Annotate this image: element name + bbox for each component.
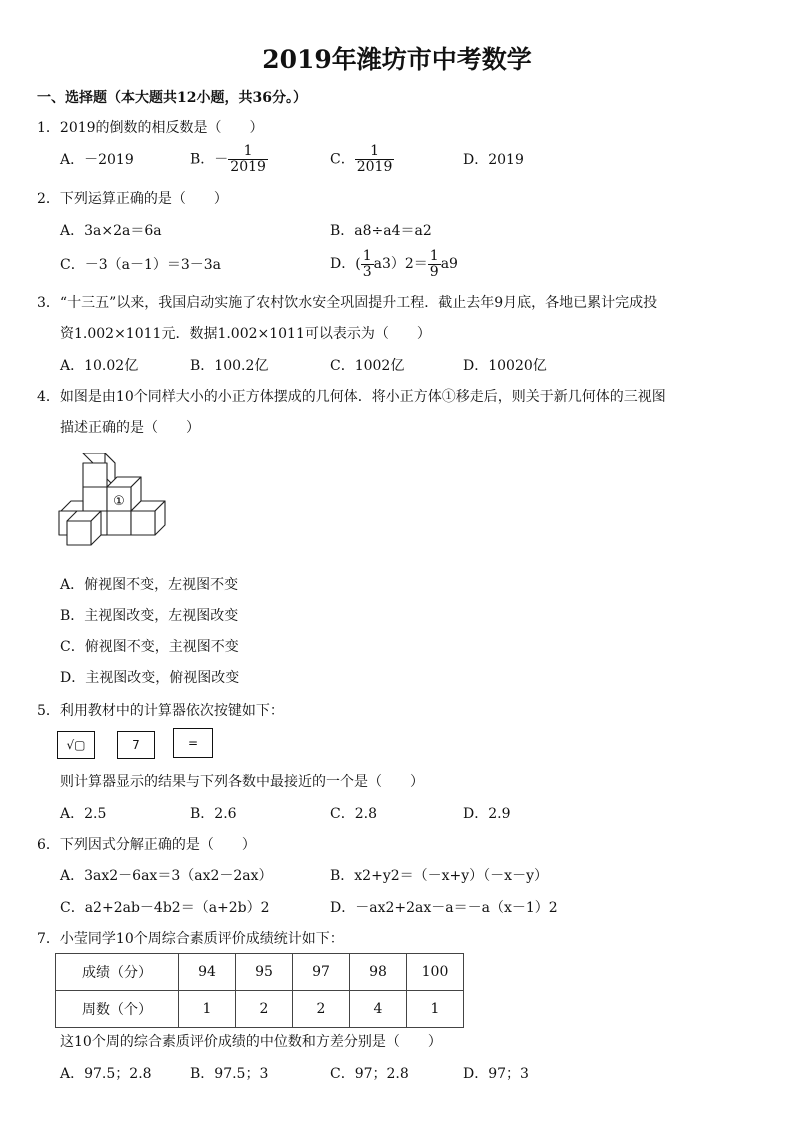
q5-option-a: A．2.5	[60, 806, 107, 822]
page-title: 2019年潍坊市中考数学	[262, 45, 532, 74]
q7-option-b: B．97.5；3	[190, 1066, 269, 1082]
q7-option-d: D．97；3	[463, 1066, 529, 1082]
table-cell: 4	[350, 991, 407, 1028]
table-cell: 98	[350, 954, 407, 991]
q1-option-c: C． $\frac{1}{2019}$	[330, 143, 393, 175]
table-cell: 周数（个）	[56, 991, 179, 1028]
q1-option-a: A．－2019	[60, 152, 134, 168]
equals-key: =	[173, 728, 213, 758]
table-cell: 成绩（分）	[56, 954, 179, 991]
q5-option-d: D．2.9	[463, 806, 511, 822]
cube-1-label: ①	[113, 494, 125, 509]
question-7-stem: 7．小莹同学10个周综合素质评价成绩统计如下：	[37, 931, 344, 947]
score-table	[55, 953, 464, 1028]
question-2-stem: 2．下列运算正确的是（ ）	[37, 191, 228, 207]
q3-option-a: A．10.02亿	[60, 358, 139, 374]
table-row	[56, 954, 464, 991]
q2-option-b: B．a8÷a4＝a2	[330, 223, 432, 239]
question-3-line1: 3．“十三五”以来，我国启动实施了农村饮水安全巩固提升工程．截止去年9月底，各地已累计完成投	[37, 295, 658, 311]
table-cell: 97	[293, 954, 350, 991]
q3-option-b: B．100.2亿	[190, 358, 269, 374]
table-cell: 2	[293, 991, 350, 1028]
q4-option-c: C．俯视图不变，主视图不变	[60, 639, 239, 655]
q4-option-b: B．主视图改变，左视图改变	[60, 608, 239, 624]
question-4-line2: 描述正确的是（ ）	[60, 420, 200, 436]
q6-option-b: B．x2+y2＝（－x+y）（－x－y）	[330, 868, 548, 884]
question-7-line2: 这10个周的综合素质评价成绩的中位数和方差分别是（ ）	[60, 1034, 442, 1050]
seven-key: 7	[117, 731, 155, 759]
question-5-line2: 则计算器显示的结果与下列各数中最接近的一个是（ ）	[60, 774, 424, 790]
cube-figure	[55, 453, 185, 557]
q7-option-a: A．97.5；2.8	[60, 1066, 152, 1082]
table-cell: 94	[179, 954, 236, 991]
q4-option-a: A．俯视图不变，左视图不变	[60, 577, 239, 593]
question-4-line1: 4．如图是由10个同样大小的小正方体摆成的几何体．将小正方体①移走后，则关于新几何体的三视图	[37, 389, 666, 405]
sqrt-key: √▢	[57, 731, 95, 759]
question-3-line2: 资1.002×1011元．数据1.002×1011可以表示为（ ）	[60, 326, 431, 342]
q5-option-b: B．2.6	[190, 806, 237, 822]
q3-option-d: D．10020亿	[463, 358, 547, 374]
q5-option-c: C．2.8	[330, 806, 377, 822]
q3-option-c: C．1002亿	[330, 358, 405, 374]
q2-option-c: C．－3（a－1）＝3－3a	[60, 257, 222, 273]
section-heading: 一、选择题（本大题共12小题，共36分。）	[37, 90, 307, 106]
table-cell: 1	[179, 991, 236, 1028]
q1-option-b: B．－ $\frac{1}{2019}$	[190, 143, 266, 175]
q6-option-c: C．a2+2ab－4b2＝（a+2b）2	[60, 900, 270, 916]
table-cell: 95	[236, 954, 293, 991]
q7-option-c: C．97；2.8	[330, 1066, 409, 1082]
q2-option-a: A．3a×2a＝6a	[60, 223, 162, 239]
table-cell: 100	[407, 954, 464, 991]
question-5-stem: 5．利用教材中的计算器依次按键如下：	[37, 703, 284, 719]
table-row	[56, 991, 464, 1028]
question-6-stem: 6．下列因式分解正确的是（ ）	[37, 837, 256, 853]
q2-option-d: D．( $\frac{1}{3}$ a3）2＝ $\frac{1}{9}$ a9	[330, 247, 458, 280]
q6-option-a: A．3ax2－6ax＝3（ax2－2ax）	[60, 868, 273, 884]
table-cell: 1	[407, 991, 464, 1028]
q4-option-d: D．主视图改变，俯视图改变	[60, 670, 240, 686]
question-1-stem: 1．2019的倒数的相反数是（ ）	[37, 120, 264, 136]
table-cell: 2	[236, 991, 293, 1028]
q1-option-d: D．2019	[463, 152, 524, 168]
q6-option-d: D．－ax2+2ax－a＝－a（x－1）2	[330, 900, 558, 916]
